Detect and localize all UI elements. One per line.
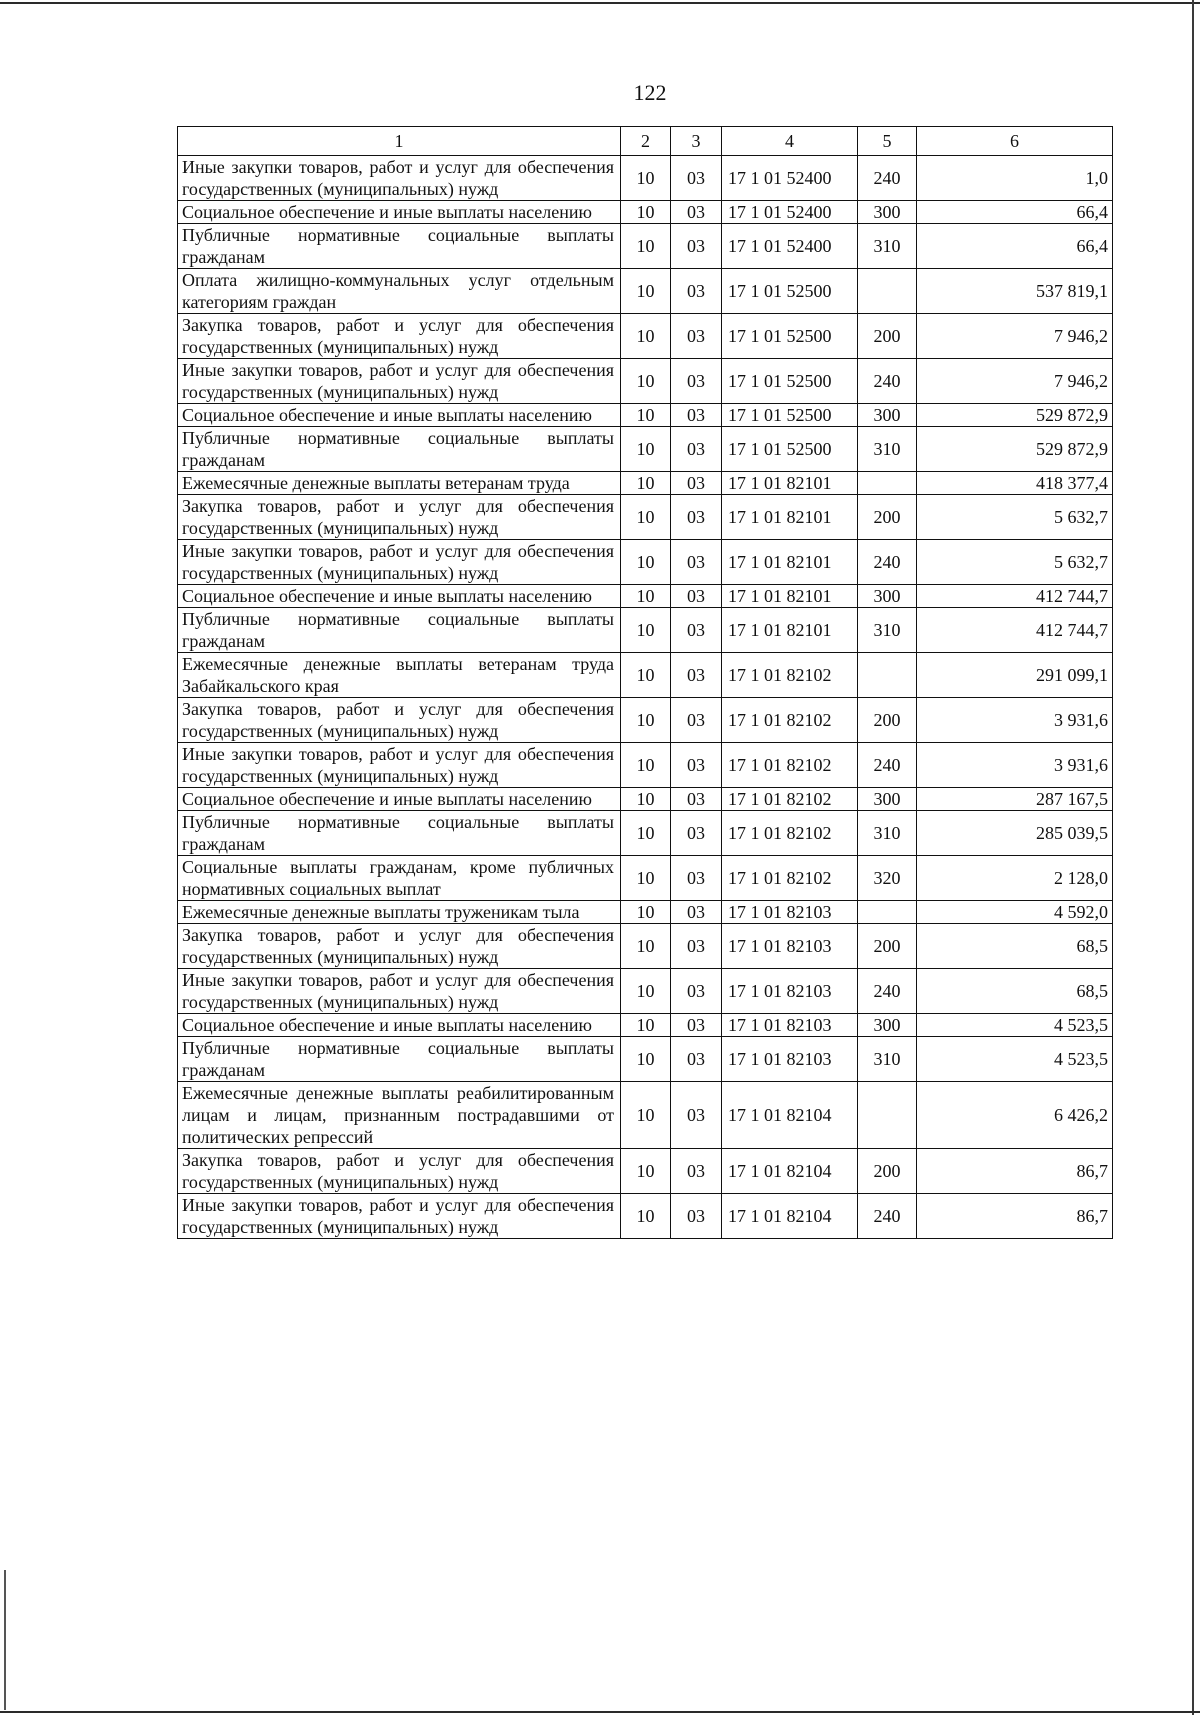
cell-amount: 86,7 — [917, 1194, 1113, 1239]
cell-csr: 17 1 01 82104 — [722, 1082, 858, 1149]
cell-rz: 10 — [621, 359, 671, 404]
cell-name: Закупка товаров, работ и услуг для обеспечения государственных (муниципальных) нужд — [178, 698, 621, 743]
cell-amount: 287 167,5 — [917, 788, 1113, 811]
cell-pr: 03 — [671, 924, 722, 969]
cell-pr: 03 — [671, 1194, 722, 1239]
cell-amount: 4 523,5 — [917, 1037, 1113, 1082]
cell-vr: 200 — [858, 495, 917, 540]
cell-name: Оплата жилищно-коммунальных услуг отдельным категориям граждан — [178, 269, 621, 314]
table-row — [178, 269, 1113, 314]
cell-name: Иные закупки товаров, работ и услуг для обеспечения государственных (муниципальных) нужд — [178, 156, 621, 201]
cell-csr: 17 1 01 82102 — [722, 856, 858, 901]
cell-pr: 03 — [671, 1014, 722, 1037]
table-row — [178, 901, 1113, 924]
cell-rz: 10 — [621, 788, 671, 811]
header-cell-amount: 6 — [917, 127, 1113, 156]
cell-name: Иные закупки товаров, работ и услуг для обеспечения государственных (муниципальных) нужд — [178, 359, 621, 404]
cell-pr: 03 — [671, 585, 722, 608]
cell-csr: 17 1 01 52500 — [722, 269, 858, 314]
cell-vr: 310 — [858, 811, 917, 856]
cell-pr: 03 — [671, 404, 722, 427]
cell-vr: 300 — [858, 788, 917, 811]
cell-amount: 529 872,9 — [917, 427, 1113, 472]
cell-amount: 3 931,6 — [917, 743, 1113, 788]
cell-csr: 17 1 01 82103 — [722, 1037, 858, 1082]
cell-pr: 03 — [671, 269, 722, 314]
cell-name: Закупка товаров, работ и услуг для обеспечения государственных (муниципальных) нужд — [178, 314, 621, 359]
cell-pr: 03 — [671, 901, 722, 924]
cell-rz: 10 — [621, 653, 671, 698]
cell-rz: 10 — [621, 924, 671, 969]
table-row — [178, 788, 1113, 811]
cell-vr: 200 — [858, 924, 917, 969]
cell-name: Иные закупки товаров, работ и услуг для обеспечения государственных (муниципальных) нужд — [178, 969, 621, 1014]
cell-rz: 10 — [621, 404, 671, 427]
cell-name: Закупка товаров, работ и услуг для обеспечения государственных (муниципальных) нужд — [178, 924, 621, 969]
cell-rz: 10 — [621, 427, 671, 472]
cell-csr: 17 1 01 52400 — [722, 224, 858, 269]
cell-rz: 10 — [621, 608, 671, 653]
cell-csr: 17 1 01 52500 — [722, 359, 858, 404]
cell-name: Ежемесячные денежные выплаты ветеранам труда Забайкальского края — [178, 653, 621, 698]
cell-rz: 10 — [621, 1082, 671, 1149]
table-row — [178, 472, 1113, 495]
cell-name: Иные закупки товаров, работ и услуг для обеспечения государственных (муниципальных) нужд — [178, 743, 621, 788]
cell-name: Социальные выплаты гражданам, кроме публичных нормативных социальных выплат — [178, 856, 621, 901]
cell-rz: 10 — [621, 698, 671, 743]
table-header-row — [178, 127, 1113, 156]
cell-pr: 03 — [671, 201, 722, 224]
page-number: 122 — [633, 80, 667, 105]
cell-amount: 66,4 — [917, 224, 1113, 269]
table-row — [178, 224, 1113, 269]
table-row — [178, 359, 1113, 404]
cell-name: Публичные нормативные социальные выплаты гражданам — [178, 1037, 621, 1082]
cell-rz: 10 — [621, 969, 671, 1014]
cell-name: Ежемесячные денежные выплаты труженикам тыла — [178, 901, 621, 924]
cell-csr: 17 1 01 82102 — [722, 788, 858, 811]
cell-amount: 1,0 — [917, 156, 1113, 201]
scan-edge-top — [0, 2, 1200, 4]
table-row — [178, 427, 1113, 472]
table-row — [178, 540, 1113, 585]
cell-vr: 240 — [858, 969, 917, 1014]
cell-vr: 310 — [858, 224, 917, 269]
cell-csr: 17 1 01 82102 — [722, 653, 858, 698]
table-row — [178, 1014, 1113, 1037]
cell-vr: 310 — [858, 1037, 917, 1082]
table-row — [178, 404, 1113, 427]
cell-pr: 03 — [671, 743, 722, 788]
cell-rz: 10 — [621, 856, 671, 901]
cell-amount: 66,4 — [917, 201, 1113, 224]
cell-amount: 412 744,7 — [917, 608, 1113, 653]
cell-rz: 10 — [621, 156, 671, 201]
cell-rz: 10 — [621, 811, 671, 856]
header-cell-rz: 2 — [621, 127, 671, 156]
cell-amount: 2 128,0 — [917, 856, 1113, 901]
cell-csr: 17 1 01 52400 — [722, 156, 858, 201]
cell-pr: 03 — [671, 698, 722, 743]
cell-rz: 10 — [621, 314, 671, 359]
header-cell-pr: 3 — [671, 127, 722, 156]
cell-vr — [858, 901, 917, 924]
cell-name: Публичные нормативные социальные выплаты гражданам — [178, 427, 621, 472]
cell-csr: 17 1 01 82101 — [722, 472, 858, 495]
cell-amount: 86,7 — [917, 1149, 1113, 1194]
header-cell-csr: 4 — [722, 127, 858, 156]
cell-csr: 17 1 01 52500 — [722, 427, 858, 472]
cell-csr: 17 1 01 82103 — [722, 924, 858, 969]
scan-edge-left — [4, 1570, 6, 1710]
table-body — [178, 156, 1113, 1239]
header-cell-vr: 5 — [858, 127, 917, 156]
cell-rz: 10 — [621, 495, 671, 540]
cell-amount: 418 377,4 — [917, 472, 1113, 495]
cell-rz: 10 — [621, 1014, 671, 1037]
cell-vr: 300 — [858, 404, 917, 427]
cell-name: Публичные нормативные социальные выплаты гражданам — [178, 224, 621, 269]
cell-pr: 03 — [671, 359, 722, 404]
scan-edge-bottom — [0, 1711, 1200, 1713]
table-row — [178, 608, 1113, 653]
cell-csr: 17 1 01 82103 — [722, 1014, 858, 1037]
table-row — [178, 495, 1113, 540]
budget-table — [177, 126, 1113, 1239]
cell-amount: 5 632,7 — [917, 540, 1113, 585]
cell-name: Закупка товаров, работ и услуг для обеспечения государственных (муниципальных) нужд — [178, 1149, 621, 1194]
cell-vr: 300 — [858, 585, 917, 608]
cell-pr: 03 — [671, 1082, 722, 1149]
table-row — [178, 585, 1113, 608]
cell-vr: 240 — [858, 1194, 917, 1239]
cell-pr: 03 — [671, 811, 722, 856]
cell-vr — [858, 269, 917, 314]
table-row — [178, 314, 1113, 359]
cell-pr: 03 — [671, 495, 722, 540]
cell-name: Социальное обеспечение и иные выплаты населению — [178, 585, 621, 608]
cell-rz: 10 — [621, 472, 671, 495]
cell-rz: 10 — [621, 224, 671, 269]
cell-name: Ежемесячные денежные выплаты реабилитированным лицам и лицам, признанным пострадавшими от политических репрессий — [178, 1082, 621, 1149]
cell-vr: 240 — [858, 156, 917, 201]
cell-rz: 10 — [621, 585, 671, 608]
cell-amount: 7 946,2 — [917, 359, 1113, 404]
cell-csr: 17 1 01 82103 — [722, 901, 858, 924]
cell-amount: 3 931,6 — [917, 698, 1113, 743]
cell-vr: 200 — [858, 314, 917, 359]
scan-edge-right — [1192, 0, 1194, 1715]
cell-pr: 03 — [671, 1037, 722, 1082]
cell-csr: 17 1 01 82101 — [722, 608, 858, 653]
cell-amount: 529 872,9 — [917, 404, 1113, 427]
cell-pr: 03 — [671, 788, 722, 811]
cell-vr: 300 — [858, 1014, 917, 1037]
table-row — [178, 156, 1113, 201]
cell-csr: 17 1 01 82102 — [722, 698, 858, 743]
cell-pr: 03 — [671, 969, 722, 1014]
cell-vr: 240 — [858, 540, 917, 585]
cell-vr: 320 — [858, 856, 917, 901]
cell-pr: 03 — [671, 653, 722, 698]
cell-vr: 200 — [858, 698, 917, 743]
cell-name: Ежемесячные денежные выплаты ветеранам труда — [178, 472, 621, 495]
cell-rz: 10 — [621, 1037, 671, 1082]
table-row — [178, 856, 1113, 901]
cell-csr: 17 1 01 82102 — [722, 743, 858, 788]
table-row — [178, 924, 1113, 969]
cell-vr: 300 — [858, 201, 917, 224]
cell-vr: 200 — [858, 1149, 917, 1194]
cell-pr: 03 — [671, 472, 722, 495]
table-row — [178, 811, 1113, 856]
cell-amount: 6 426,2 — [917, 1082, 1113, 1149]
cell-rz: 10 — [621, 1149, 671, 1194]
cell-name: Социальное обеспечение и иные выплаты населению — [178, 404, 621, 427]
cell-name: Социальное обеспечение и иные выплаты населению — [178, 201, 621, 224]
cell-name: Социальное обеспечение и иные выплаты населению — [178, 1014, 621, 1037]
cell-amount: 68,5 — [917, 924, 1113, 969]
cell-vr — [858, 1082, 917, 1149]
cell-csr: 17 1 01 52500 — [722, 404, 858, 427]
cell-vr: 310 — [858, 427, 917, 472]
cell-vr: 310 — [858, 608, 917, 653]
cell-vr — [858, 653, 917, 698]
cell-pr: 03 — [671, 856, 722, 901]
cell-rz: 10 — [621, 201, 671, 224]
cell-csr: 17 1 01 82101 — [722, 585, 858, 608]
cell-amount: 537 819,1 — [917, 269, 1113, 314]
cell-pr: 03 — [671, 540, 722, 585]
table-row — [178, 743, 1113, 788]
cell-amount: 4 523,5 — [917, 1014, 1113, 1037]
table-row — [178, 969, 1113, 1014]
cell-pr: 03 — [671, 224, 722, 269]
cell-amount: 285 039,5 — [917, 811, 1113, 856]
cell-rz: 10 — [621, 901, 671, 924]
cell-csr: 17 1 01 82101 — [722, 495, 858, 540]
table-row — [178, 1194, 1113, 1239]
cell-csr: 17 1 01 82103 — [722, 969, 858, 1014]
cell-csr: 17 1 01 82102 — [722, 811, 858, 856]
cell-name: Публичные нормативные социальные выплаты гражданам — [178, 811, 621, 856]
cell-pr: 03 — [671, 314, 722, 359]
cell-vr: 240 — [858, 359, 917, 404]
cell-pr: 03 — [671, 1149, 722, 1194]
cell-csr: 17 1 01 82101 — [722, 540, 858, 585]
table-row — [178, 1149, 1113, 1194]
cell-rz: 10 — [621, 540, 671, 585]
cell-pr: 03 — [671, 427, 722, 472]
cell-amount: 291 099,1 — [917, 653, 1113, 698]
cell-name: Иные закупки товаров, работ и услуг для обеспечения государственных (муниципальных) нужд — [178, 540, 621, 585]
cell-name: Закупка товаров, работ и услуг для обеспечения государственных (муниципальных) нужд — [178, 495, 621, 540]
cell-amount: 7 946,2 — [917, 314, 1113, 359]
cell-rz: 10 — [621, 1194, 671, 1239]
cell-amount: 5 632,7 — [917, 495, 1113, 540]
cell-csr: 17 1 01 82104 — [722, 1194, 858, 1239]
cell-vr — [858, 472, 917, 495]
table-row — [178, 653, 1113, 698]
cell-name: Иные закупки товаров, работ и услуг для обеспечения государственных (муниципальных) нужд — [178, 1194, 621, 1239]
cell-csr: 17 1 01 52500 — [722, 314, 858, 359]
cell-pr: 03 — [671, 608, 722, 653]
cell-csr: 17 1 01 82104 — [722, 1149, 858, 1194]
cell-pr: 03 — [671, 156, 722, 201]
header-cell-name: 1 — [178, 127, 621, 156]
table-row — [178, 201, 1113, 224]
cell-rz: 10 — [621, 743, 671, 788]
cell-vr: 240 — [858, 743, 917, 788]
cell-amount: 4 592,0 — [917, 901, 1113, 924]
table-row — [178, 698, 1113, 743]
cell-rz: 10 — [621, 269, 671, 314]
table-row — [178, 1037, 1113, 1082]
table-row — [178, 1082, 1113, 1149]
cell-amount: 68,5 — [917, 969, 1113, 1014]
cell-amount: 412 744,7 — [917, 585, 1113, 608]
cell-name: Публичные нормативные социальные выплаты гражданам — [178, 608, 621, 653]
cell-csr: 17 1 01 52400 — [722, 201, 858, 224]
cell-name: Социальное обеспечение и иные выплаты населению — [178, 788, 621, 811]
